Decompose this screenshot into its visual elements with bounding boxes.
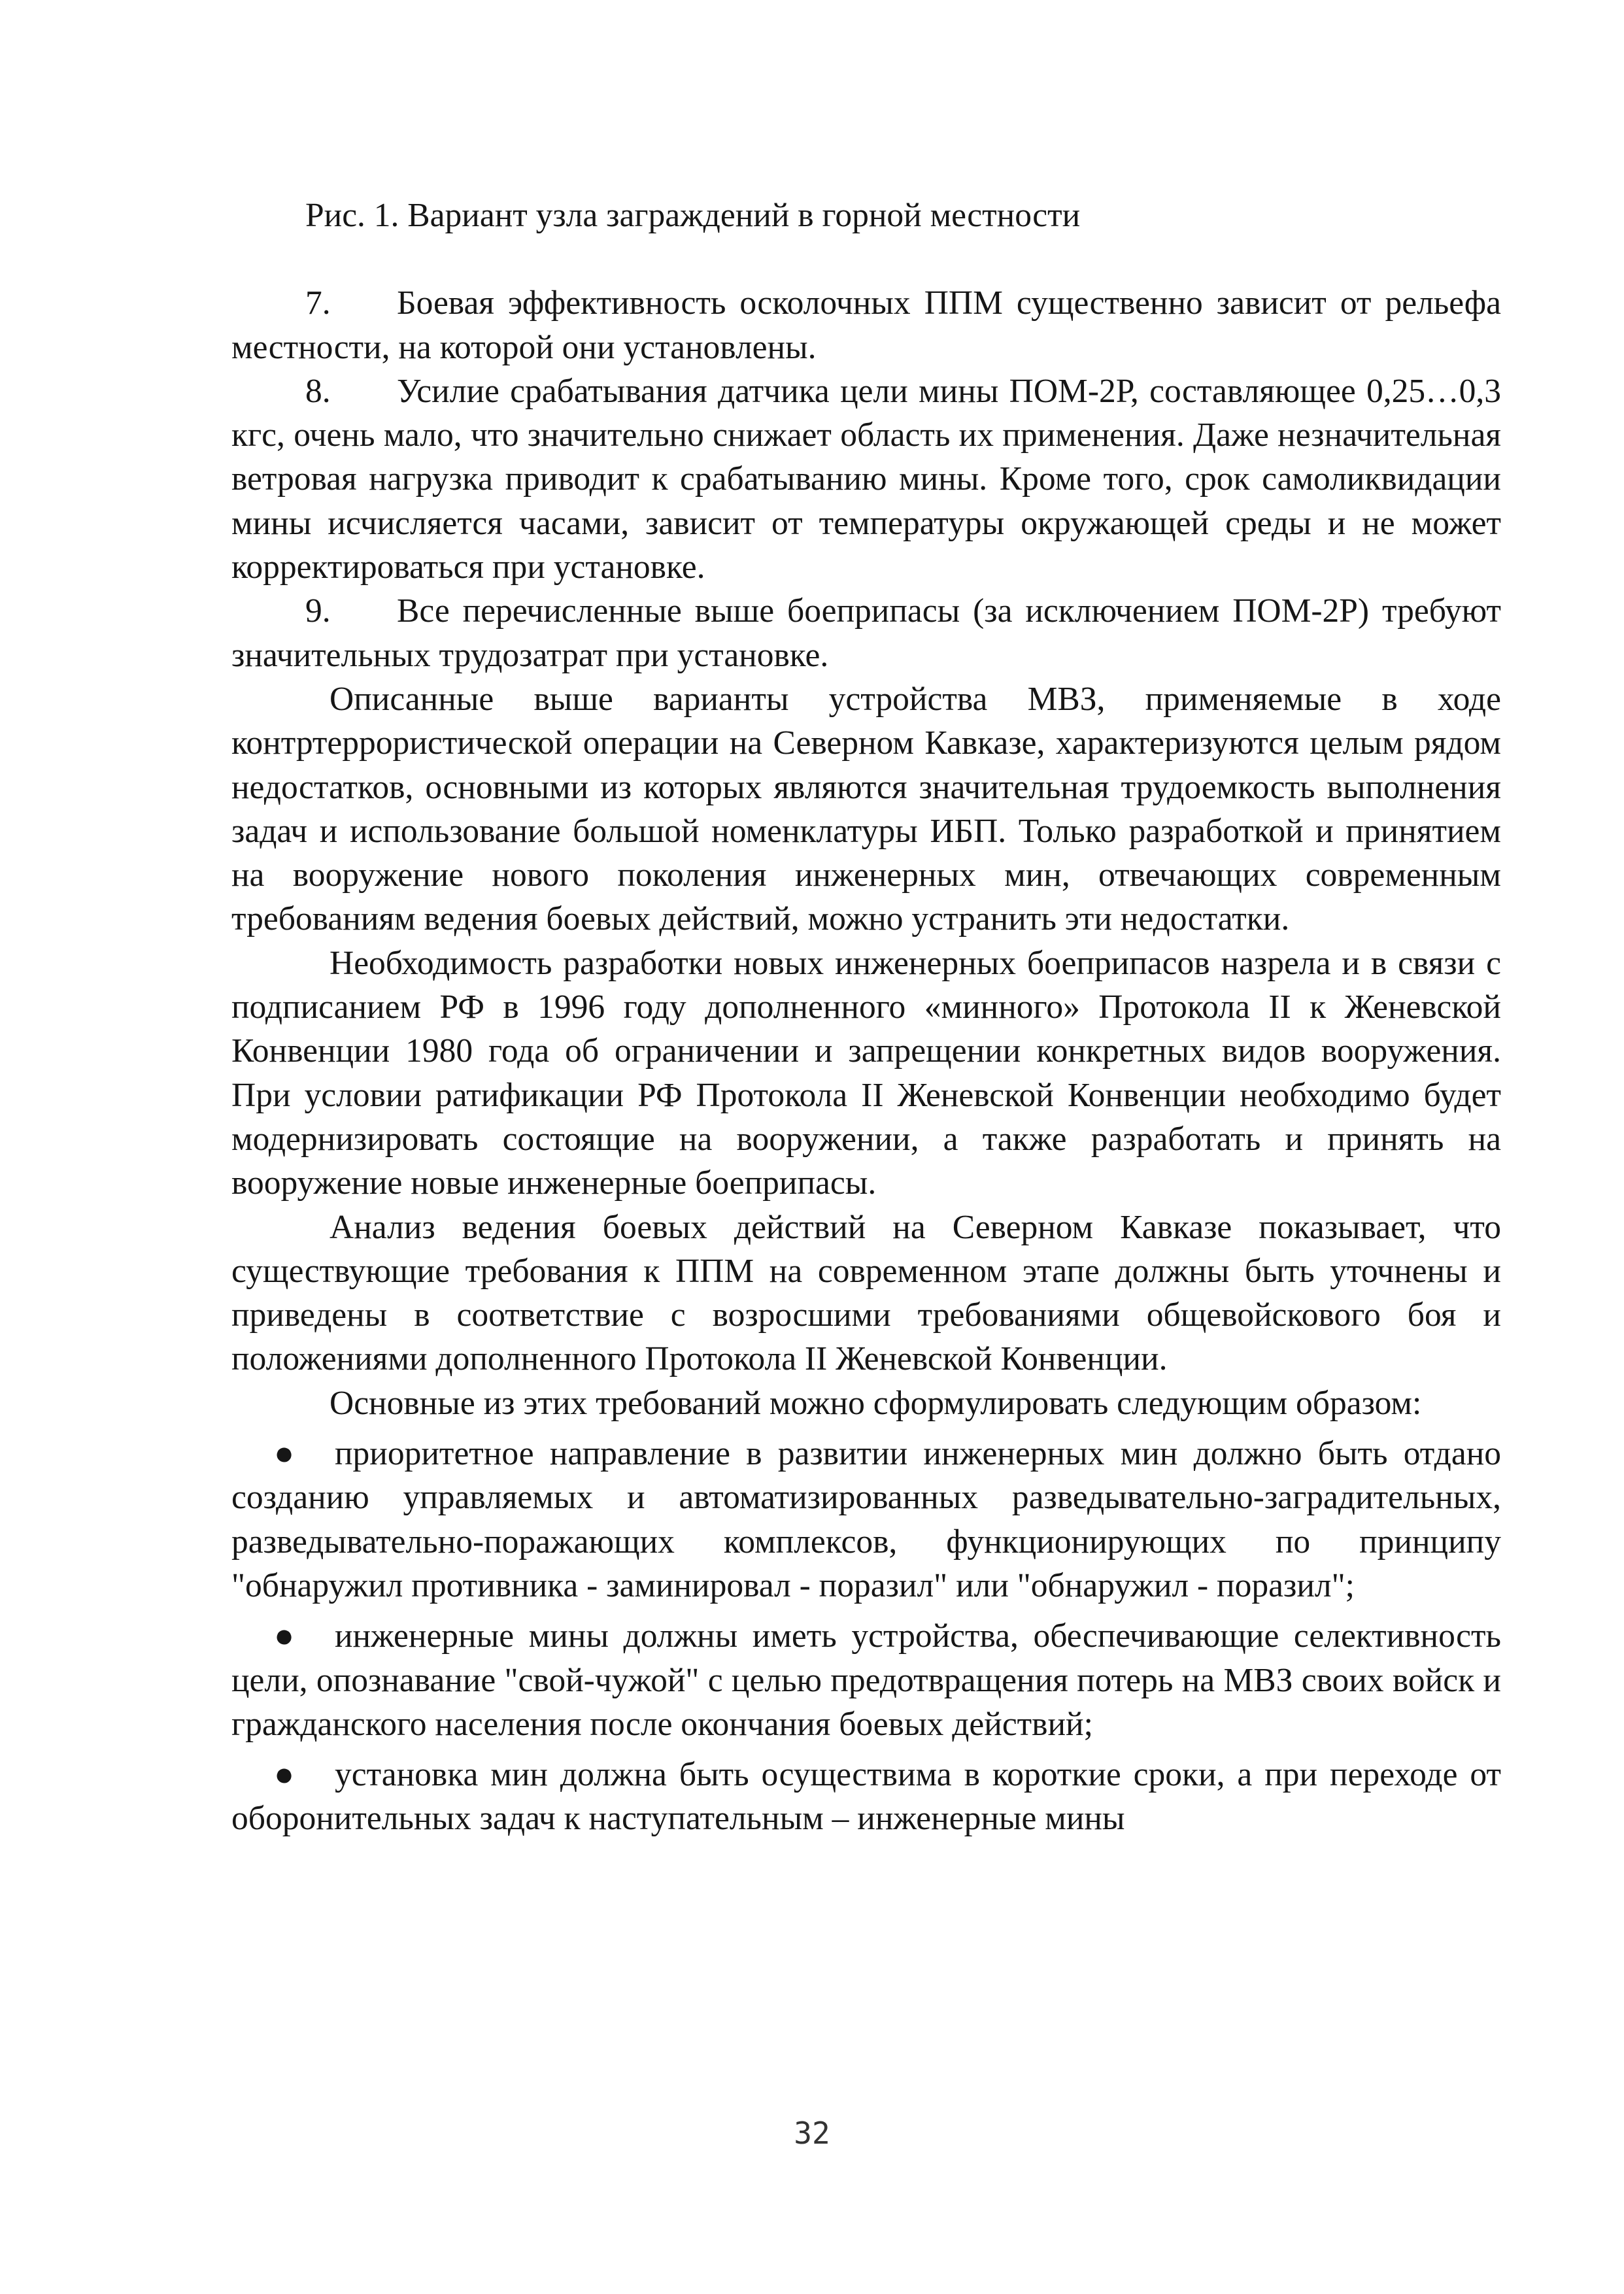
bullet-text: приоритетное направление в развитии инженерных мин должно быть отдано созданию управляемых и автоматизированных разведывательно-заградительных, разведывательно-поражающих комплексов, функционирующих по принципу "обнаружил противника - заминировал - поразил" или "обнаружил - поразил"; <box>231 1435 1501 1604</box>
paragraph: Анализ ведения боевых действий на Северном Кавказе показывает, что существующие требования к ППМ на современном этапе должны быть уточнены и приведены в соответствие с возросшими требованиями общевойскового боя и положениями дополненного Протокола II Женевской Конвенции. <box>231 1208 1501 1378</box>
item-number: 7. <box>305 284 331 322</box>
item-text: Усилие срабатывания датчика цели мины ПОМ-2Р, составляющее 0,25…0,3 кгс, очень мало, что значительно снижает область их применения. Даже незначительная ветровая нагрузка приводит к срабатыванию мины. Кроме того, срок самоликвидации мины исчисляется часами, зависит от температуры окружающей среды и не может корректироваться при установке. <box>231 372 1501 586</box>
bullet-icon: ● <box>274 1756 295 1794</box>
item-text: Все перечисленные выше боеприпасы (за исключением ПОМ-2Р) требуют значительных трудозатрат при установке. <box>231 592 1501 674</box>
bullet-item <box>231 1753 1501 1841</box>
figure-caption: Рис. 1. Вариант узла заграждений в горной местности <box>305 197 1081 234</box>
paragraph: Описанные выше варианты устройства МВЗ, применяемые в ходе контртеррористической операции на Северном Кавказе, характеризуются целым рядом недостатков, основными из которых являются значительная трудоемкость выполнения задач и использование большой номенклатуры ИБП. Только разработкой и принятием на вооружение нового поколения инженерных мин, отвечающих современным требованиям ведения боевых действий, можно устранить эти недостатки. <box>231 680 1501 938</box>
body-text <box>231 194 1501 1841</box>
bullet-item <box>231 1432 1501 1608</box>
numbered-item-7 <box>231 281 1501 369</box>
item-text: Боевая эффективность осколочных ППМ существенно зависит от рельефа местности, на которой они установлены. <box>231 284 1501 366</box>
paragraph: Основные из этих требований можно сформулировать следующим образом: <box>330 1384 1422 1422</box>
numbered-item-9 <box>231 589 1501 677</box>
page-number: 32 <box>794 2116 830 2151</box>
bullet-item <box>231 1614 1501 1746</box>
bullet-icon: ● <box>274 1617 295 1655</box>
item-number: 8. <box>305 372 331 410</box>
item-number: 9. <box>305 592 331 630</box>
bullet-text: установка мин должна быть осуществима в короткие сроки, а при переходе от оборонительных задач к наступательным – инженерные мины <box>231 1756 1501 1838</box>
bullet-icon: ● <box>274 1435 295 1473</box>
numbered-item-8 <box>231 369 1501 589</box>
paragraph: Необходимость разработки новых инженерных боеприпасов назрела и в связи с подписанием РФ в 1996 году дополненного «минного» Протокола II к Женевской Конвенции 1980 года об ограничении и запрещении конкретных видов вооружения. При условии ратификации РФ Протокола II Женевской Конвенции необходимо будет модернизировать состоящие на вооружении, а также разработать и принять на вооружение новые инженерные боеприпасы. <box>231 944 1501 1202</box>
bullet-text: инженерные мины должны иметь устройства, обеспечивающие селективность цели, опознавание "свой-чужой" с целью предотвращения потерь на МВЗ своих войск и гражданского населения после окончания боевых действий; <box>231 1617 1501 1743</box>
